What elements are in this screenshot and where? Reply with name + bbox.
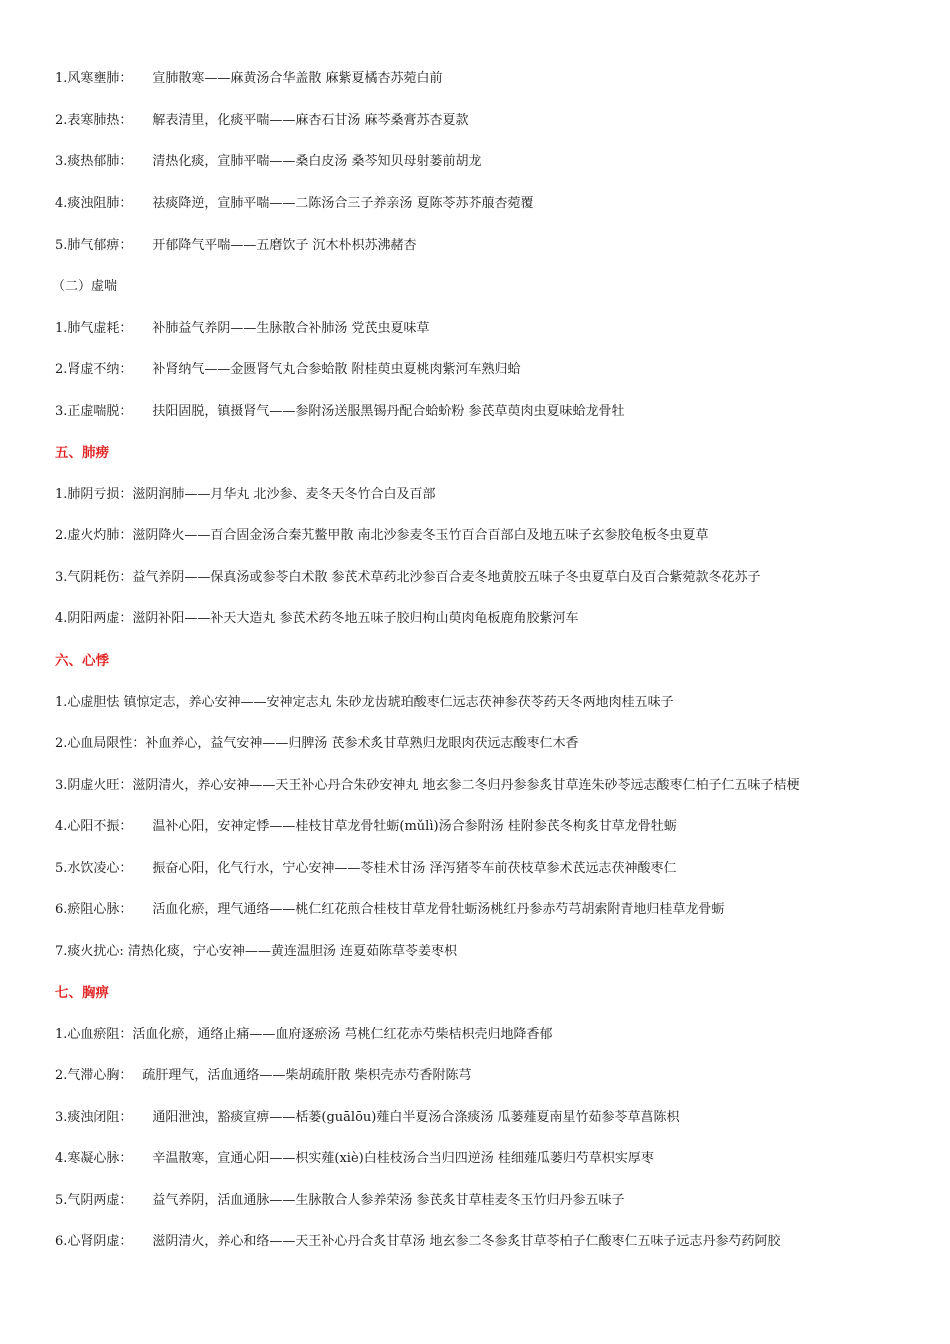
syndrome-label: 6.心肾阴虚： [55,1234,133,1249]
syndrome-label: 5.气阴两虚： [55,1193,133,1208]
syndrome-label: 2.虚火灼肺： [55,528,133,543]
syndrome-label: 2.气滞心胸： [55,1068,133,1083]
syndrome-label: 3.痰浊闭阻： [55,1110,133,1125]
treatment-text: 开郁降气平喘——五磨饮子 沉木朴枳苏沸赭杏 [152,238,417,253]
syndrome-label: 3.痰热郁肺： [55,154,133,169]
list-item [55,860,910,878]
treatment-text: 清热化痰，宁心安神——黄连温胆汤 连夏茹陈草苓姜枣枳 [123,944,458,959]
treatment-text: 滋阴润肺——月华丸 北沙参、麦冬天冬竹合白及百部 [132,487,436,502]
subsection-heading [52,278,910,296]
section-heading [55,652,910,670]
treatment-text: 疏肝理气，活血通络——柴胡疏肝散 柴枳壳赤芍香附陈芎 [142,1068,472,1083]
syndrome-label: 1.肺阴亏损： [55,487,133,502]
list-item [55,901,910,919]
treatment-text: 补肾纳气——金匮肾气丸合参蛤散 附桂萸虫夏桃肉紫河车熟归蛤 [152,362,521,377]
list-item [55,1067,910,1085]
list-item [55,943,910,961]
syndrome-label: 1.肺气虚耗： [55,321,133,336]
list-item [55,1109,910,1127]
syndrome-label: 5.水饮凌心： [55,861,133,876]
list-item [55,694,910,712]
list-item [55,1192,910,1210]
list-item [55,610,910,628]
subsection-heading-text: （二）虚喘 [52,279,118,294]
list-item [55,1150,910,1168]
section-heading [55,984,910,1002]
treatment-text: 通阳泄浊，豁痰宣痹——栝蒌(guālōu)薤白半夏汤合涤痰汤 瓜蒌薤夏南星竹茹参苓草菖陈枳 [152,1110,680,1125]
treatment-text: 滋阴清火，养心安神——天王补心丹合朱砂安神丸 地玄参二冬归丹参参炙甘草连朱砂苓远志酸枣仁柏子仁五味子桔梗 [132,778,800,793]
syndrome-label: 1.心血瘀阻： [55,1027,133,1042]
syndrome-label: 1.心虚胆怯 [55,695,120,710]
treatment-text: 扶阳固脱，镇摄肾气——参附汤送服黑锡丹配合蛤蚧粉 参芪草萸肉虫夏味蛤龙骨牡 [152,404,625,419]
list-item [55,153,910,171]
list-item [55,527,910,545]
list-item [55,195,910,213]
syndrome-label: 3.正虚喘脱： [55,404,133,419]
section-heading-text: 六、心悸 [55,653,109,669]
treatment-text: 活血化瘀，理气通络——桃仁红花煎合桂枝甘草龙骨牡蛎汤桃红丹参赤芍芎胡索附青地归桂草龙骨蛎 [152,902,725,917]
syndrome-label: 3.阴虚火旺： [55,778,133,793]
section-heading [55,444,910,462]
treatment-text: 益气养阴——保真汤或参苓白术散 参芪术草药北沙参百合麦冬地黄胶五味子冬虫夏草白及百合紫菀款冬花苏子 [132,570,761,585]
syndrome-label: 4.痰浊阻肺： [55,196,133,211]
syndrome-label: 6.瘀阻心脉： [55,902,133,917]
syndrome-label: 2.表寒肺热： [55,113,133,128]
treatment-text: 补肺益气养阴——生脉散合补肺汤 党芪虫夏味草 [152,321,430,336]
treatment-text: 辛温散寒，宣通心阳——枳实薤(xiè)白桂枝汤合当归四逆汤 桂细薤瓜蒌归芍草枳实厚枣 [152,1151,654,1166]
list-item [55,403,910,421]
syndrome-label: 5.肺气郁痹： [55,238,133,253]
treatment-text: 益气养阴，活血通脉——生脉散合人参养荣汤 参芪炙甘草桂麦冬玉竹归丹参五味子 [152,1193,625,1208]
section-heading-text: 五、肺痨 [55,445,109,461]
list-item [55,1233,910,1251]
treatment-text: 振奋心阳，化气行水，宁心安神——苓桂术甘汤 泽泻猪苓车前茯枝草参术芪远志茯神酸枣仁 [152,861,677,876]
treatment-text: 温补心阳，安神定悸——桂枝甘草龙骨牡蛎(mǔlì)汤合参附汤 桂附参芪冬枸炙甘草龙骨牡蛎 [152,819,677,834]
treatment-text: 滋阴清火，养心和络——天王补心丹合炙甘草汤 地玄参二冬参炙甘草苓柏子仁酸枣仁五味子远志丹参芍药阿胶 [152,1234,781,1249]
list-item [55,486,910,504]
syndrome-label: 2.心血局限性： [55,736,146,751]
treatment-text: 清热化痰，宣肺平喘——桑白皮汤 桑芩知贝母射蒌前胡龙 [152,154,482,169]
treatment-text: 祛痰降逆，宣肺平喘——二陈汤合三子养亲汤 夏陈苓苏芥菔杏菀覆 [152,196,534,211]
list-item [55,1026,910,1044]
list-item [55,735,910,753]
syndrome-label: 1.风寒壅肺： [55,71,133,86]
syndrome-label: 4.心阳不振： [55,819,133,834]
syndrome-label: 7.痰火扰心: [55,944,124,959]
list-item [55,818,910,836]
syndrome-label: 2.肾虚不纳： [55,362,133,377]
syndrome-label: 3.气阴耗伤： [55,570,133,585]
treatment-text: 补血养心，益气安神——归脾汤 芪参术炙甘草熟归龙眼肉茯远志酸枣仁木香 [145,736,579,751]
treatment-text: 镇惊定志，养心安神——安神定志丸 朱砂龙齿琥珀酸枣仁远志茯神参茯苓药天冬两地肉桂五味子 [119,695,674,710]
list-item [55,569,910,587]
list-item [55,70,910,88]
treatment-text: 滋阴补阳——补天大造丸 参芪术药冬地五味子胶归枸山萸肉龟板鹿角胶紫河车 [132,611,579,626]
treatment-text: 活血化瘀，通络止痛——血府逐瘀汤 芎桃仁红花赤芍柴桔枳壳归地降香郁 [132,1027,553,1042]
syndrome-label: 4.寒凝心脉： [55,1151,133,1166]
list-item [55,112,910,130]
list-item [55,320,910,338]
treatment-text: 宣肺散寒——麻黄汤合华盖散 麻紫夏橘杏苏菀白前 [152,71,443,86]
list-item [55,237,910,255]
syndrome-label: 4.阴阳两虚： [55,611,133,626]
list-item [55,777,910,795]
treatment-text: 滋阴降火——百合固金汤合秦艽鳖甲散 南北沙参麦冬玉竹百合百部白及地五味子玄参胶龟板冬虫夏草 [132,528,709,543]
treatment-text: 解表清里，化痰平喘——麻杏石甘汤 麻芩桑膏苏杏夏款 [152,113,469,128]
section-heading-text: 七、胸痹 [55,985,109,1001]
list-item [55,361,910,379]
